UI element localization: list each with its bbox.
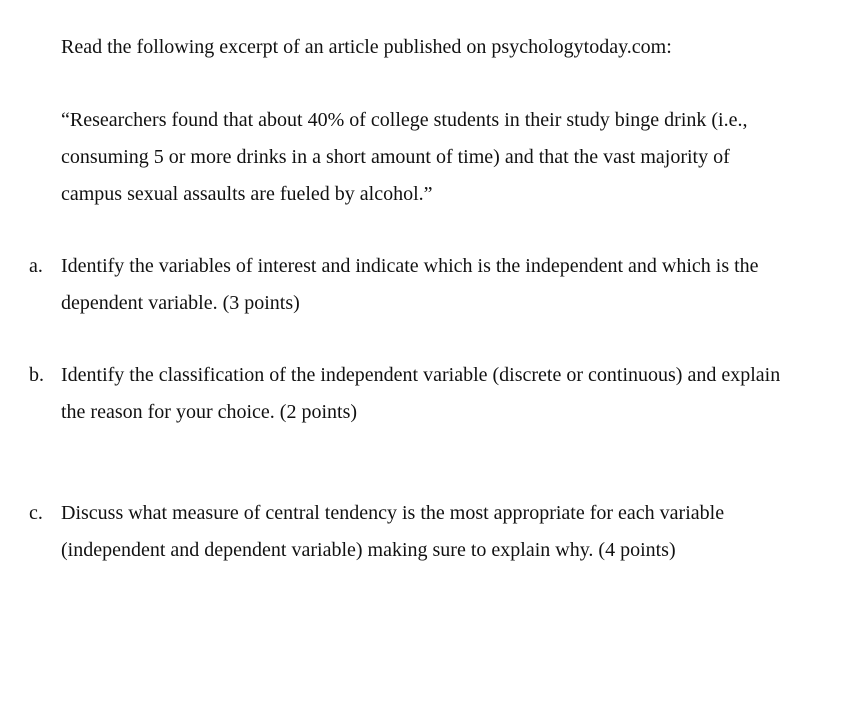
question-marker: b.	[29, 364, 44, 386]
question-line: (independent and dependent variable) making sure to explain why. (4 points)	[61, 539, 676, 561]
article-excerpt-quote	[61, 106, 831, 217]
quote-line: “Researchers found that about 40% of college students in their study binge drink (i.e.,	[61, 109, 748, 131]
question-line: Discuss what measure of central tendency is the most appropriate for each variable	[61, 502, 725, 524]
question-text	[61, 499, 846, 573]
question-line: the reason for your choice. (2 points)	[61, 401, 358, 423]
question-text	[61, 361, 846, 435]
question-line: Identify the variables of interest and indicate which is the independent and which is the	[61, 255, 759, 277]
question-line: Identify the classification of the independent variable (discrete or continuous) and explain	[61, 364, 781, 386]
question-line: dependent variable. (3 points)	[61, 292, 300, 314]
intro-text: Read the following excerpt of an article published on psychologytoday.com:	[61, 36, 672, 58]
question-marker: c.	[29, 502, 43, 524]
question-marker: a.	[29, 255, 43, 277]
quote-line: consuming 5 or more drinks in a short amount of time) and that the vast majority of	[61, 146, 730, 168]
question-text	[61, 252, 846, 326]
quote-line: campus sexual assaults are fueled by alcohol.”	[61, 183, 433, 205]
